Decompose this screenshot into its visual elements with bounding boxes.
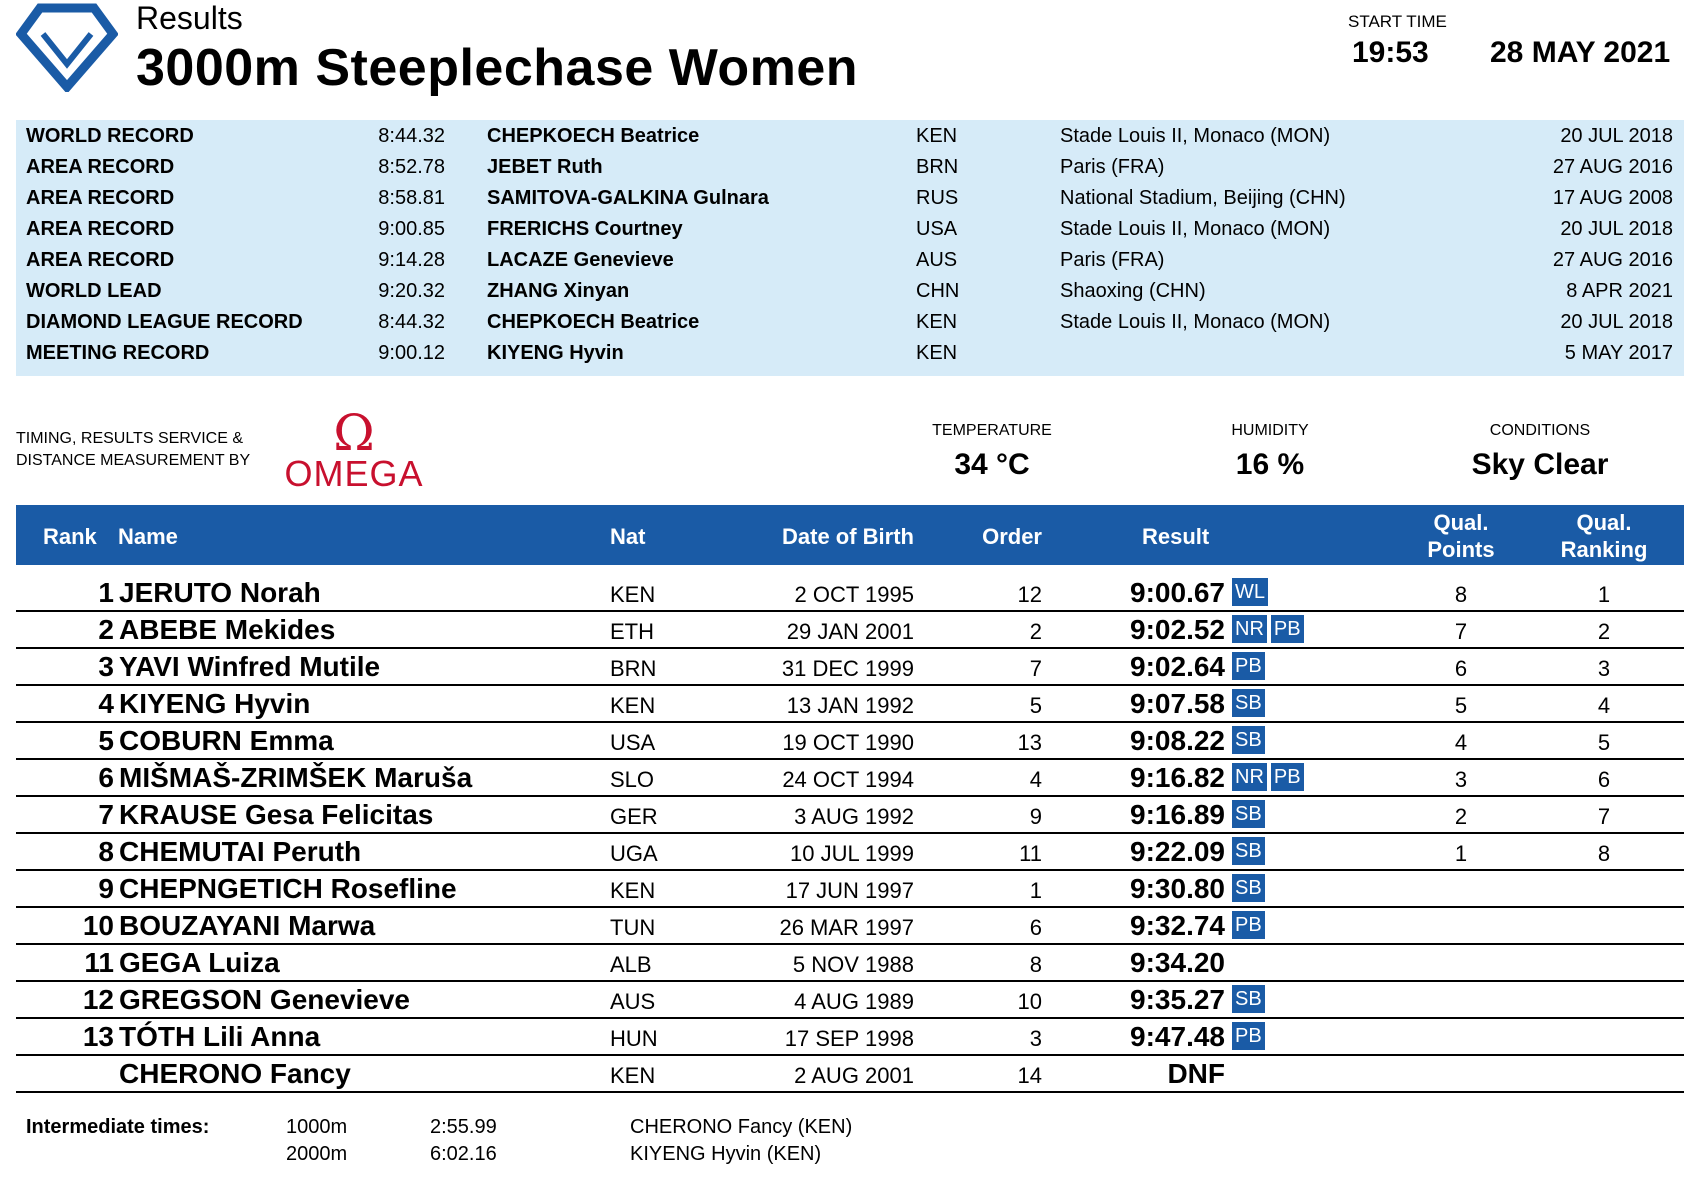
qual-ranking-cell: 5: [1597, 730, 1611, 755]
record-type: AREA RECORD: [26, 218, 175, 240]
table-row: [16, 943, 1684, 982]
order-cell: 4: [1029, 767, 1042, 792]
result-cell: 9:30.80: [1130, 873, 1225, 904]
table-row: [16, 721, 1684, 760]
nat-cell: KEN: [610, 878, 656, 903]
rank-cell: 4: [98, 688, 114, 719]
conditions-label: CONDITIONS: [1489, 422, 1591, 439]
record-holder: KIYENG Hyvin: [487, 342, 624, 364]
record-date: 5 MAY 2017: [1564, 342, 1673, 364]
nat-cell: BRN: [610, 656, 657, 681]
rank-cell: 6: [98, 762, 114, 793]
athlete-name: TÓTH Lili Anna: [119, 1021, 321, 1052]
record-nat: USA: [916, 218, 958, 240]
rank-cell: 13: [82, 1021, 114, 1052]
order-cell: 14: [1017, 1063, 1042, 1088]
omega-logo: [276, 406, 440, 490]
page-subtitle: Results: [136, 0, 243, 36]
rank-cell: 10: [82, 910, 114, 941]
record-row: [16, 337, 1684, 369]
record-type: DIAMOND LEAGUE RECORD: [26, 311, 303, 333]
order-cell: 3: [1029, 1026, 1042, 1051]
humidity-value: 16 %: [1235, 448, 1305, 481]
timing-credit-line1: TIMING, RESULTS SERVICE &: [16, 430, 244, 447]
split-time: 6:02.16: [430, 1143, 497, 1165]
record-venue: Shaoxing (CHN): [1060, 280, 1206, 302]
temperature-label: TEMPERATURE: [932, 422, 1052, 439]
record-nat: CHN: [916, 280, 960, 302]
record-performance: 9:00.85: [378, 218, 445, 240]
dob-cell: 2 AUG 2001: [794, 1063, 914, 1088]
record-badge: SB: [1232, 726, 1265, 754]
nat-cell: USA: [610, 730, 656, 755]
athlete-name: CHEMUTAI Peruth: [119, 836, 362, 867]
record-badge: SB: [1232, 874, 1265, 902]
record-badge: PB: [1271, 615, 1304, 643]
athlete-name: KIYENG Hyvin: [119, 688, 311, 719]
qual-ranking-cell: 1: [1597, 582, 1611, 607]
timing-credit: [16, 428, 250, 472]
rank-cell: 3: [98, 651, 114, 682]
qual-ranking-cell: 7: [1597, 804, 1611, 829]
record-holder: SAMITOVA-GALKINA Gulnara: [487, 187, 769, 209]
qual-points-cell: 2: [1454, 804, 1468, 829]
result-cell: 9:02.64: [1130, 651, 1225, 682]
split-leader: CHERONO Fancy (KEN): [630, 1116, 853, 1138]
nat-cell: HUN: [610, 1026, 658, 1051]
humidity-label: HUMIDITY: [1231, 422, 1309, 439]
table-row: [16, 906, 1684, 945]
record-row: [16, 306, 1684, 338]
record-date: 17 AUG 2008: [1552, 187, 1673, 209]
dob-cell: 2 OCT 1995: [794, 582, 914, 607]
record-type: AREA RECORD: [26, 249, 175, 271]
record-performance: 8:52.78: [378, 156, 445, 178]
record-nat: KEN: [916, 125, 958, 147]
rank-cell: 12: [82, 984, 114, 1015]
nat-cell: KEN: [610, 1063, 656, 1088]
col-header-name: Name: [118, 524, 178, 549]
qual-ranking-cell: 4: [1597, 693, 1611, 718]
col-header-nat: Nat: [610, 524, 646, 549]
dob-cell: 26 MAR 1997: [779, 915, 914, 940]
conditions-value: Sky Clear: [1471, 448, 1609, 481]
order-cell: 1: [1029, 878, 1042, 903]
results-table-header: [16, 505, 1684, 565]
result-cell: 9:00.67: [1130, 577, 1225, 608]
dob-cell: 17 JUN 1997: [785, 878, 914, 903]
result-badges: [1232, 578, 1272, 606]
qual-points-cell: 1: [1454, 841, 1468, 866]
qual-points-cell: 3: [1454, 767, 1468, 792]
record-nat: BRN: [916, 156, 959, 178]
table-row: [16, 610, 1684, 649]
split-row: [0, 1143, 1700, 1171]
result-badges: [1232, 911, 1269, 939]
qual-points-cell: 6: [1454, 656, 1468, 681]
nat-cell: AUS: [610, 989, 656, 1014]
dob-cell: 17 SEP 1998: [784, 1026, 914, 1051]
record-type: WORLD RECORD: [26, 125, 194, 147]
record-badge: PB: [1271, 763, 1304, 791]
record-date: 20 JUL 2018: [1560, 125, 1673, 147]
athlete-name: CHERONO Fancy: [119, 1058, 351, 1089]
intermediate-times: [0, 1116, 1700, 1176]
result-cell: 9:34.20: [1130, 947, 1225, 978]
rank-cell: 5: [98, 725, 114, 756]
order-cell: 12: [1017, 582, 1042, 607]
order-cell: 6: [1029, 915, 1042, 940]
record-performance: 8:44.32: [378, 311, 445, 333]
nat-cell: ETH: [610, 619, 654, 644]
col-header-qual-ranking-line2: Ranking: [1560, 537, 1648, 562]
record-badge: PB: [1232, 652, 1265, 680]
athlete-name: COBURN Emma: [119, 725, 334, 756]
record-holder: LACAZE Genevieve: [487, 249, 674, 271]
dob-cell: 13 JAN 1992: [786, 693, 914, 718]
athlete-name: BOUZAYANI Marwa: [119, 910, 376, 941]
results-table-body: [16, 573, 1684, 1093]
athlete-name: YAVI Winfred Mutile: [119, 651, 381, 682]
result-badges: [1232, 615, 1308, 643]
nat-cell: TUN: [610, 915, 656, 940]
table-row: [16, 684, 1684, 723]
split-distance: 1000m: [286, 1116, 348, 1138]
qual-ranking-cell: 6: [1597, 767, 1611, 792]
table-row: [16, 795, 1684, 834]
record-row: [16, 120, 1684, 152]
col-header-qual-ranking-line1: Qual.: [1576, 510, 1632, 535]
athlete-name: ABEBE Mekides: [119, 614, 336, 645]
record-badge: SB: [1232, 800, 1265, 828]
qual-points-cell: 8: [1454, 582, 1468, 607]
record-holder: CHEPKOECH Beatrice: [487, 125, 700, 147]
order-cell: 11: [1019, 841, 1042, 866]
table-row: [16, 1017, 1684, 1056]
col-header-order: Order: [982, 524, 1042, 549]
record-nat: AUS: [916, 249, 958, 271]
record-performance: 9:00.12: [378, 342, 445, 364]
athlete-name: GREGSON Genevieve: [119, 984, 411, 1015]
col-header-qual-points-line1: Qual.: [1433, 510, 1489, 535]
start-time: 19:53: [1352, 36, 1429, 69]
result-badges: [1232, 874, 1269, 902]
col-header-result: Result: [1142, 524, 1210, 549]
table-row: [16, 758, 1684, 797]
diamond-league-logo: [16, 2, 118, 92]
result-badges: [1232, 726, 1269, 754]
record-row: [16, 275, 1684, 307]
result-badges: [1232, 1022, 1269, 1050]
nat-cell: GER: [610, 804, 658, 829]
dob-cell: 24 OCT 1994: [782, 767, 914, 792]
table-row: [16, 647, 1684, 686]
record-holder: JEBET Ruth: [487, 156, 603, 178]
athlete-name: CHEPNGETICH Rosefline: [119, 873, 457, 904]
record-performance: 8:44.32: [378, 125, 445, 147]
qual-ranking-cell: 2: [1597, 619, 1611, 644]
dob-cell: 10 JUL 1999: [790, 841, 914, 866]
result-cell: 9:32.74: [1130, 910, 1225, 941]
result-badges: [1232, 800, 1269, 828]
record-performance: 8:58.81: [378, 187, 445, 209]
nat-cell: KEN: [610, 693, 656, 718]
result-cell: DNF: [1167, 1058, 1225, 1089]
record-performance: 9:20.32: [378, 280, 445, 302]
record-date: 20 JUL 2018: [1560, 218, 1673, 240]
rank-cell: 11: [84, 947, 114, 978]
rank-cell: 9: [98, 873, 114, 904]
record-nat: KEN: [916, 311, 958, 333]
dob-cell: 29 JAN 2001: [786, 619, 914, 644]
athlete-name: JERUTO Norah: [119, 577, 321, 608]
record-row: [16, 182, 1684, 214]
record-venue: Paris (FRA): [1060, 156, 1165, 178]
event-date: 28 MAY 2021: [1490, 36, 1671, 69]
qual-points-cell: 4: [1454, 730, 1468, 755]
qual-ranking-cell: 8: [1597, 841, 1611, 866]
record-badge: PB: [1232, 1022, 1265, 1050]
result-badges: [1232, 985, 1269, 1013]
record-venue: Stade Louis II, Monaco (MON): [1060, 311, 1331, 333]
result-cell: 9:08.22: [1130, 725, 1225, 756]
rank-cell: 7: [98, 799, 114, 830]
omega-symbol: Ω: [333, 406, 375, 462]
athlete-name: MIŠMAŠ-ZRIMŠEK Maruša: [119, 762, 473, 793]
record-date: 27 AUG 2016: [1552, 249, 1673, 271]
timing-credit-line2: DISTANCE MEASUREMENT BY: [16, 452, 251, 469]
record-venue: Stade Louis II, Monaco (MON): [1060, 125, 1331, 147]
result-cell: 9:35.27: [1130, 984, 1225, 1015]
athlete-name: KRAUSE Gesa Felicitas: [119, 799, 434, 830]
record-badge: SB: [1232, 689, 1265, 717]
record-performance: 9:14.28: [378, 249, 445, 271]
table-row: [16, 869, 1684, 908]
record-date: 20 JUL 2018: [1560, 311, 1673, 333]
records-table: [16, 120, 1684, 376]
result-cell: 9:16.89: [1130, 799, 1225, 830]
athlete-name: GEGA Luiza: [119, 947, 280, 978]
result-cell: 9:47.48: [1130, 1021, 1225, 1052]
record-row: [16, 244, 1684, 276]
record-badge: NR: [1232, 615, 1267, 643]
dob-cell: 4 AUG 1989: [794, 989, 914, 1014]
record-venue: National Stadium, Beijing (CHN): [1060, 187, 1346, 209]
order-cell: 9: [1029, 804, 1042, 829]
record-badge: WL: [1232, 578, 1268, 606]
qual-points-cell: 7: [1454, 619, 1468, 644]
col-header-qual-points: [1411, 509, 1511, 563]
record-venue: Paris (FRA): [1060, 249, 1165, 271]
col-header-qual-points-line2: Points: [1427, 537, 1495, 562]
record-date: 8 APR 2021: [1566, 280, 1673, 302]
rank-cell: 1: [98, 577, 114, 608]
start-time-label: START TIME: [1348, 12, 1447, 31]
qual-ranking-cell: 3: [1597, 656, 1611, 681]
record-nat: RUS: [916, 187, 959, 209]
col-header-dob: Date of Birth: [782, 524, 914, 549]
result-badges: [1232, 837, 1269, 865]
dob-cell: 3 AUG 1992: [794, 804, 914, 829]
record-date: 27 AUG 2016: [1552, 156, 1673, 178]
record-holder: FRERICHS Courtney: [487, 218, 683, 240]
table-row: [16, 1054, 1684, 1093]
dob-cell: 5 NOV 1988: [792, 952, 914, 977]
record-nat: KEN: [916, 342, 958, 364]
nat-cell: ALB: [610, 952, 652, 977]
col-header-qual-ranking: [1549, 509, 1659, 563]
col-header-rank: Rank: [43, 524, 97, 549]
result-badges: [1232, 652, 1269, 680]
record-type: AREA RECORD: [26, 156, 175, 178]
intermediate-times-label: Intermediate times:: [26, 1116, 210, 1138]
order-cell: 5: [1029, 693, 1042, 718]
omega-wordmark: OMEGA: [284, 453, 424, 490]
table-row: [16, 980, 1684, 1019]
record-row: [16, 213, 1684, 245]
split-time: 2:55.99: [430, 1116, 497, 1138]
table-row: [16, 832, 1684, 871]
order-cell: 7: [1029, 656, 1042, 681]
record-badge: SB: [1232, 837, 1265, 865]
result-cell: 9:22.09: [1130, 836, 1225, 867]
record-type: WORLD LEAD: [26, 280, 162, 302]
rank-cell: 8: [98, 836, 114, 867]
order-cell: 10: [1017, 989, 1042, 1014]
record-type: AREA RECORD: [26, 187, 175, 209]
order-cell: 13: [1017, 730, 1042, 755]
split-row: [0, 1116, 1700, 1144]
order-cell: 8: [1029, 952, 1042, 977]
result-badges: [1232, 689, 1269, 717]
result-cell: 9:07.58: [1130, 688, 1225, 719]
record-venue: Stade Louis II, Monaco (MON): [1060, 218, 1331, 240]
table-row: [16, 573, 1684, 612]
split-distance: 2000m: [286, 1143, 348, 1165]
record-holder: CHEPKOECH Beatrice: [487, 311, 700, 333]
order-cell: 2: [1029, 619, 1042, 644]
record-row: [16, 151, 1684, 183]
dob-cell: 19 OCT 1990: [782, 730, 914, 755]
result-badges: [1232, 763, 1308, 791]
rank-cell: 2: [98, 614, 114, 645]
record-badge: NR: [1232, 763, 1267, 791]
record-badge: SB: [1232, 985, 1265, 1013]
result-cell: 9:02.52: [1130, 614, 1225, 645]
record-badge: PB: [1232, 911, 1265, 939]
qual-points-cell: 5: [1454, 693, 1468, 718]
nat-cell: KEN: [610, 582, 656, 607]
nat-cell: SLO: [610, 767, 655, 792]
record-type: MEETING RECORD: [26, 342, 210, 364]
dob-cell: 31 DEC 1999: [781, 656, 914, 681]
split-leader: KIYENG Hyvin (KEN): [630, 1143, 822, 1165]
result-cell: 9:16.82: [1130, 762, 1225, 793]
temperature-value: 34 °C: [954, 448, 1030, 481]
event-title: 3000m Steeplechase Women: [136, 39, 859, 97]
nat-cell: UGA: [610, 841, 658, 866]
record-holder: ZHANG Xinyan: [487, 280, 630, 302]
